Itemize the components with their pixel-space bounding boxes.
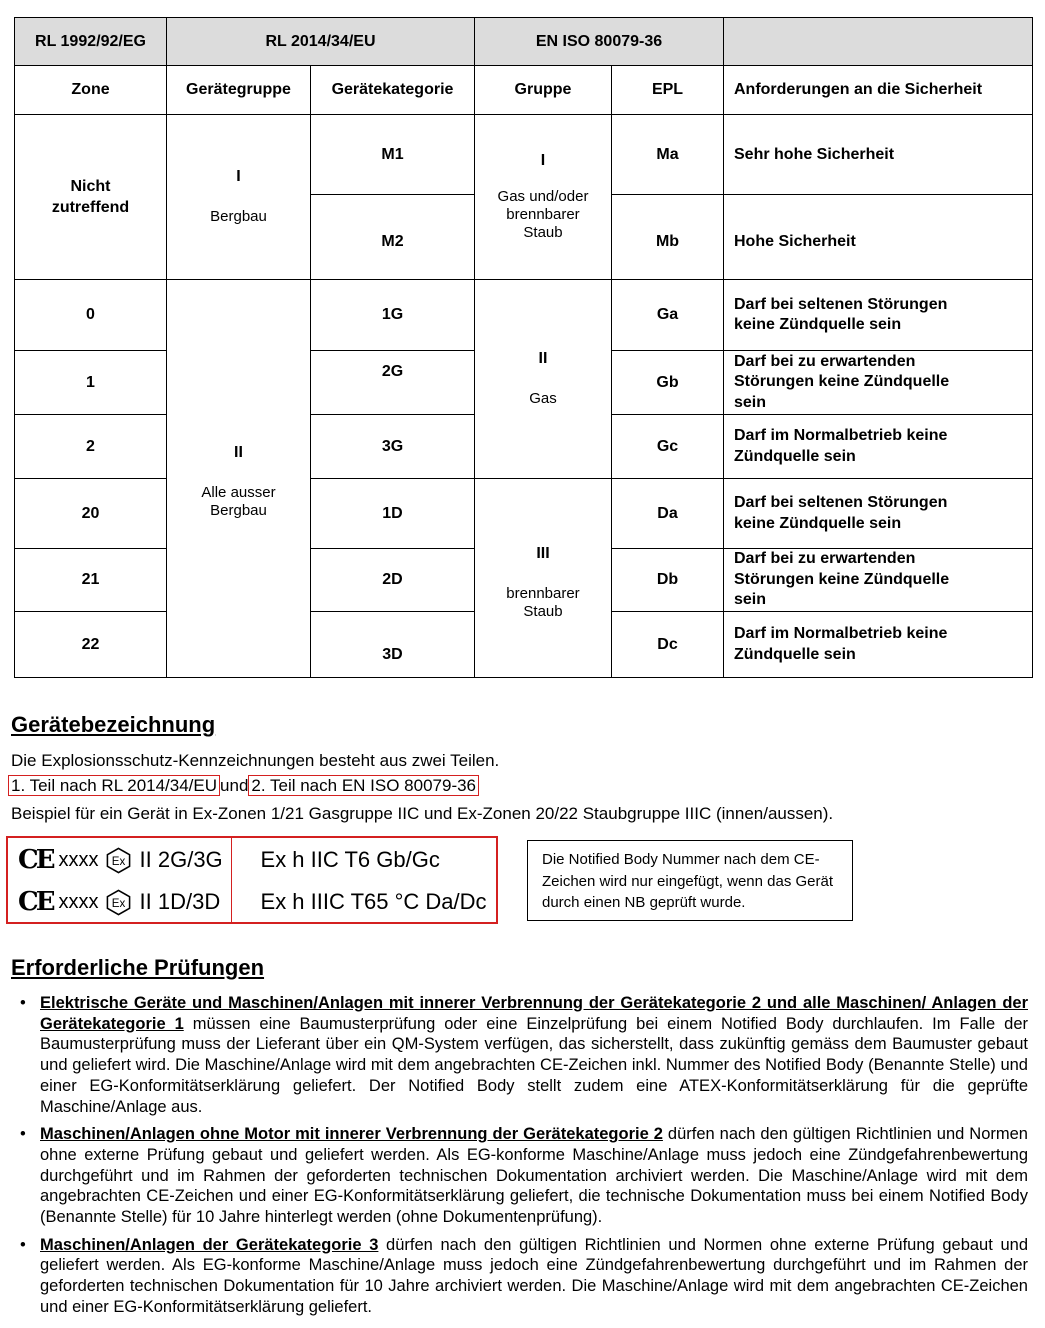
epl-da-label: Da	[657, 504, 678, 522]
zone-21-label: 21	[81, 571, 100, 588]
requirement-ma-text: Sehr hohe Sicherheit	[734, 145, 895, 163]
epl-gc-label: Gc	[656, 437, 679, 455]
category-1g	[310, 279, 475, 351]
group-iii-code: III	[536, 545, 550, 562]
epl-dc	[611, 611, 724, 678]
category-2g	[310, 350, 475, 415]
test-item-lead: Elektrische Geräte und Maschinen/Anlagen mit innerer Verbrennung der Gerätekategorie 2 und alle Maschinen/ Anlagen der Gerätekategorie 1	[40, 994, 1028, 1033]
ex-hexagon-icon	[105, 889, 132, 916]
marking-part2: 2. Teil nach EN ISO 80079-36	[248, 775, 479, 796]
svg-text:Ex: Ex	[111, 855, 125, 868]
requirement-dc-text: Darf im Normalbetrieb keine Zündquelle sein	[734, 625, 948, 663]
notified-body-note: Die Notified Body Nummer nach dem CE-Zeichen wird nur eingefügt, wenn das Gerät durch einen NB geprüft wurde.	[527, 840, 853, 921]
group-ii-desc: Gas	[529, 390, 557, 407]
zone-22	[14, 611, 167, 678]
category-2d	[310, 548, 475, 612]
col-zone	[14, 65, 167, 115]
ce-mark-icon: CE	[18, 887, 53, 917]
test-item-text: dürfen nach den gültigen Richtlinien und Normen ohne externe Prüfung gebaut und geliefert werden. Als EG-konforme Maschine/Anlage muss jedoch eine Zündgefahrenbewertung durchgeführt und im Rahmen der geforderten technischen Dokumentation für 10 Jahre archiviert werden. Die Maschine/Anlage wird mit dem angebrachten CE-Zeichen und einer EG-Konformitätserklärung geliefert.	[40, 1235, 1028, 1316]
list-item	[20, 993, 1028, 1117]
marking-row-gas-category: II 2G/3G	[139, 847, 223, 872]
col-geraetegruppe-label: Gerätegruppe	[186, 81, 291, 98]
bullet-dot-icon: •	[20, 1125, 26, 1144]
requirement-mb-text: Hohe Sicherheit	[734, 233, 856, 250]
requirement-db	[723, 548, 1033, 612]
category-3d-label: 3D	[382, 645, 403, 663]
epl-mb	[611, 194, 724, 280]
test-item-lead: Maschinen/Anlagen der Gerätekategorie 3	[40, 1235, 379, 1254]
marking-parts-line	[8, 776, 479, 796]
group-iii-desc: brennbarer Staub	[506, 585, 580, 620]
epl-ga-label: Ga	[656, 306, 679, 323]
epl-ma-label: Ma	[656, 145, 679, 163]
zone-not-applicable-label: Nicht zutreffend	[51, 178, 130, 216]
section-title-marking: Gerätebezeichnung	[11, 712, 216, 737]
epl-dc-label: Dc	[657, 635, 678, 653]
section-title-tests: Erforderliche Prüfungen	[11, 955, 265, 980]
col-geraetegruppe	[166, 65, 311, 115]
ce-mark-icon: CE	[18, 845, 53, 875]
group-ii-code: II	[538, 350, 548, 367]
col-epl	[611, 65, 724, 115]
marking-row-dust-category: II 1D/3D	[139, 889, 221, 914]
device-group-ii-desc: Alle ausser Bergbau	[201, 483, 276, 519]
requirement-gc	[723, 414, 1033, 479]
epl-db	[611, 548, 724, 612]
zone-22-label: 22	[81, 635, 100, 653]
epl-ga	[611, 279, 724, 351]
zone-0-label: 0	[86, 306, 95, 323]
category-m1	[310, 114, 475, 195]
requirement-ma	[723, 114, 1033, 195]
marking-example-box	[6, 836, 498, 924]
bullet-dot-icon: •	[20, 1235, 26, 1254]
list-item	[20, 1124, 1028, 1228]
requirement-mb	[723, 194, 1033, 280]
zone-1-label: 1	[86, 373, 95, 391]
col-zone-label: Zone	[71, 81, 110, 98]
requirement-gb	[723, 350, 1033, 415]
group-iii	[474, 478, 612, 678]
marking-row-dust-epl: Ex h IIIC T65 °C Da/Dc	[260, 889, 487, 914]
bullet-dot-icon: •	[20, 994, 26, 1012]
category-3d	[310, 611, 475, 678]
marking-row-dust	[18, 884, 487, 920]
header-empty	[723, 17, 1033, 66]
test-item-text: dürfen nach den gültigen Richtlinien und Normen ohne externe Prüfung gebaut und geliefert werden. Als EG-konforme Maschine/Anlage muss jedoch eine Zündgefahrenbewertung durchgeführt und im Rahmen der geforderten technischen Dokumentation archiviert werden. Die Maschine/Anlage wird mit dem angebrachten CE-Zeichen und einer EG-Konformitätserklärung geliefert, die technische Dokumentation muss bei einem Notified Body (Benannte Stelle) für 10 Jahre hinterlegt werden (ohne Dokumentenprüfung).	[40, 1125, 1028, 1227]
epl-ma	[611, 114, 724, 195]
device-group-i	[166, 114, 311, 280]
device-group-i-desc: Bergbau	[210, 208, 267, 225]
zone-not-applicable	[14, 114, 167, 280]
zone-21	[14, 548, 167, 612]
requirement-da	[723, 478, 1033, 549]
marking-part1: 1. Teil nach RL 2014/34/EU	[8, 775, 220, 796]
epl-da	[611, 478, 724, 549]
col-epl-label: EPL	[651, 81, 684, 98]
svg-text:Ex: Ex	[111, 897, 125, 910]
ex-hexagon-icon	[105, 847, 132, 874]
marking-row-gas-epl: Ex h IIC T6 Gb/Gc	[260, 847, 440, 872]
tests-list	[20, 993, 1028, 1325]
category-m2	[310, 194, 475, 280]
col-gruppe-label: Gruppe	[514, 81, 572, 98]
notified-body-number: xxxx	[58, 890, 99, 913]
marking-intro: Die Explosionsschutz-Kennzeichnungen besteht aus zwei Teilen.	[11, 751, 500, 770]
header-en-iso-label: EN ISO 80079-36	[535, 32, 663, 50]
epl-mb-label: Mb	[655, 233, 680, 250]
zone-0	[14, 279, 167, 351]
requirement-ga-text: Darf bei seltenen Störungen keine Zündquelle sein	[734, 295, 948, 333]
requirement-ga	[723, 279, 1033, 351]
category-1d-label: 1D	[382, 504, 403, 522]
requirement-gb-text: Darf bei zu erwartenden Störungen keine Zündquelle sein	[734, 352, 950, 411]
col-geraetekategorie-label: Gerätekategorie	[331, 81, 454, 98]
col-anforderungen	[723, 65, 1033, 115]
device-group-ii	[166, 279, 311, 678]
category-3g	[310, 414, 475, 479]
requirement-dc	[723, 611, 1033, 678]
header-rl1992	[14, 17, 167, 66]
test-item-lead: Maschinen/Anlagen ohne Motor mit innerer Verbrennung der Gerätekategorie 2	[40, 1125, 663, 1144]
header-rl2014-label: RL 2014/34/EU	[265, 32, 376, 50]
zone-1	[14, 350, 167, 415]
group-i-code: I	[540, 152, 546, 169]
device-group-i-code: I	[236, 168, 241, 185]
group-i-desc: Gas und/oder brennbarer Staub	[497, 188, 589, 241]
epl-gb-label: Gb	[656, 373, 679, 391]
classification-table	[14, 17, 1033, 678]
header-rl1992-label: RL 1992/92/EG	[35, 32, 146, 50]
group-ii	[474, 279, 612, 479]
zone-20	[14, 478, 167, 549]
epl-gb	[611, 350, 724, 415]
col-geraetekategorie	[310, 65, 475, 115]
test-item-text: müssen eine Baumusterprüfung oder eine Einzelprüfung bei einem Notified Body durchlaufen. Im Falle der Baumusterprüfung muss der Lieferant über ein QM-System verfügen, das sicherstellt, dass zukünftig gemäss dem Baumuster gebaut und geliefert wird. Die Maschine/Anlage wird mit dem angebrachten CE-Zeichen inkl. Nummer des Notified Body (Benannte Stelle) und einer EG-Konformitätserklärung geliefert. Der Notified Body stellt zudem eine ATEX-Konformitätserklärung für die geprüfte Maschine/Anlage aus.	[40, 1014, 1028, 1116]
category-2g-label: 2G	[381, 363, 404, 380]
category-m2-label: M2	[381, 233, 404, 250]
notified-body-number: xxxx	[58, 848, 99, 871]
epl-db-label: Db	[656, 571, 679, 588]
category-m1-label: M1	[381, 145, 404, 163]
requirement-db-text: Darf bei zu erwartenden Störungen keine Zündquelle sein	[734, 550, 950, 609]
category-1d	[310, 478, 475, 549]
requirement-gc-text: Darf im Normalbetrieb keine Zündquelle sein	[734, 427, 948, 465]
marking-connector: und	[220, 776, 249, 795]
group-i	[474, 114, 612, 280]
col-gruppe	[474, 65, 612, 115]
marking-example: Beispiel für ein Gerät in Ex-Zonen 1/21 Gasgruppe IIC und Ex-Zonen 20/22 Staubgruppe IIIC (innen/aussen).	[11, 804, 834, 823]
device-group-ii-code: II	[234, 443, 243, 461]
category-1g-label: 1G	[381, 306, 404, 323]
zone-20-label: 20	[81, 504, 100, 522]
requirement-da-text: Darf bei seltenen Störungen keine Zündquelle sein	[734, 494, 948, 532]
zone-2-label: 2	[86, 437, 95, 455]
category-2d-label: 2D	[382, 571, 403, 588]
header-en-iso	[474, 17, 724, 66]
epl-gc	[611, 414, 724, 479]
marking-row-gas	[18, 842, 440, 878]
col-anforderungen-label: Anforderungen an die Sicherheit	[734, 81, 983, 98]
zone-2	[14, 414, 167, 479]
category-3g-label: 3G	[381, 437, 404, 455]
header-rl2014	[166, 17, 475, 66]
list-item	[20, 1235, 1028, 1318]
